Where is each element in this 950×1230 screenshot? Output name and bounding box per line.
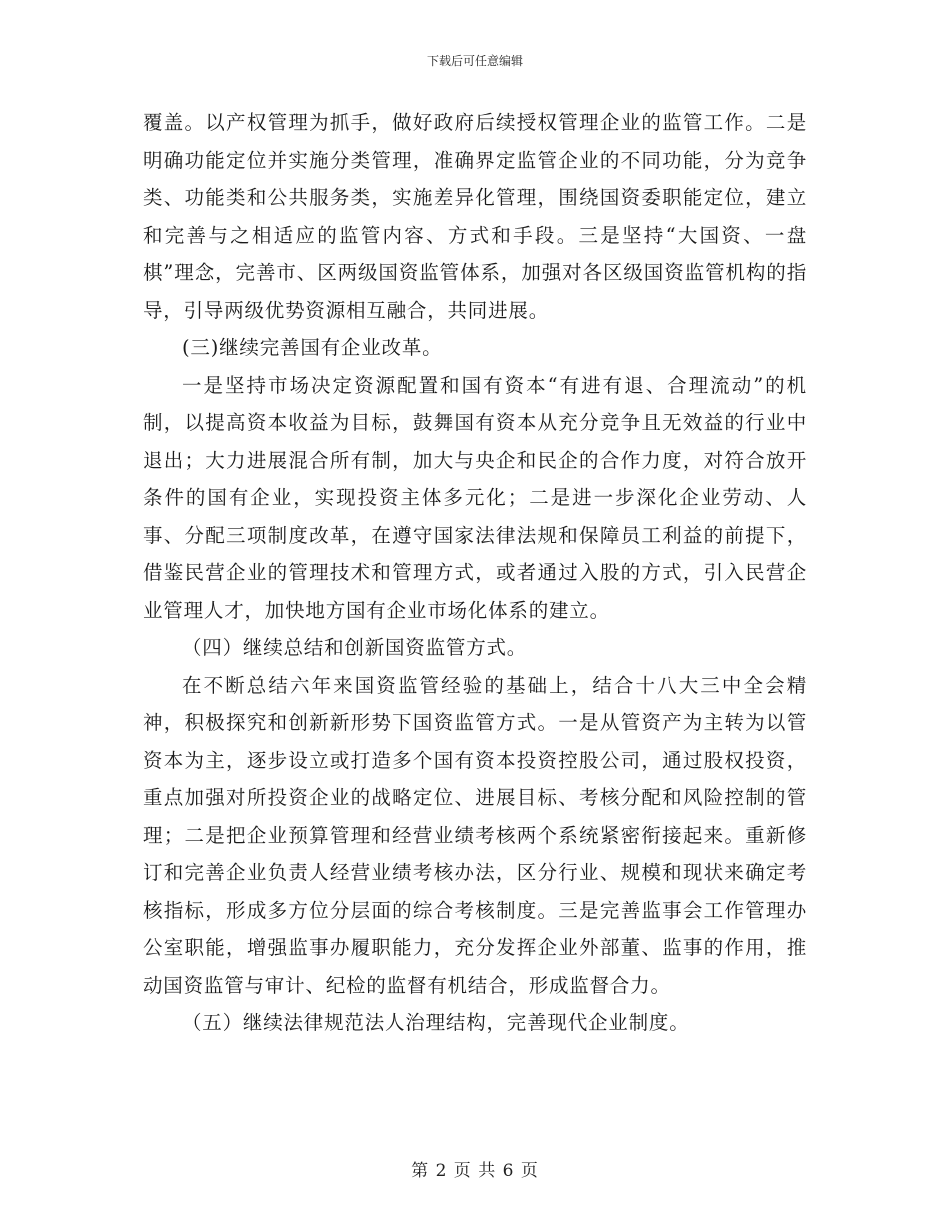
page-number: 第 2 页 共 6 页 [411,1161,539,1181]
paragraph: 一是坚持市场决定资源配置和国有资本“有进有退、合理流动”的机制，以提高资本收益为目标，鼓舞国有资本从充分竞争且无效益的行业中退出；大力进展混合所有制，加大与央企和民企的合作力度，对符合放开条件的国有企业，实现投资主体多元化；二是进一步深化企业劳动、人事、分配三项制度改革，在遵守国家法律法规和保障员工利益的前提下，借鉴民营企业的管理技术和管理方式，或者通过入股的方式，引入民营企业管理人才，加快地方国有企业市场化体系的建立。 [143,373,807,622]
document-body [143,104,807,1042]
paragraph: 覆盖。以产权管理为抓手，做好政府后续授权管理企业的监管工作。二是明确功能定位并实施分类管理，准确界定监管企业的不同功能，分为竞争类、功能类和公共服务类，实施差异化管理，围绕国资委职能定位，建立和完善与之相适应的监管内容、方式和手段。三是坚持“大国资、一盘棋”理念，完善市、区两级国资监管体系，加强对各区级国资监管机构的指导，引导两级优势资源相互融合，共同进展。 [143,111,807,322]
section-heading: （五）继续法律规范法人治理结构，完善现代企业制度。 [182,1011,690,1034]
section-heading: （四）继续总结和创新国资监管方式。 [182,636,528,659]
paragraph: 在不断总结六年来国资监管经验的基础上，结合十八大三中全会精神，积极探究和创新新形势下国资监管方式。一是从管资产为主转为以管资本为主，逐步设立或打造多个国有资本投资控股公司，通过股权投资，重点加强对所投资企业的战略定位、进展目标、考核分配和风险控制的管理；二是把企业预算管理和经营业绩考核两个系统紧密衔接起来。重新修订和完善企业负责人经营业绩考核办法，区分行业、规模和现状来确定考核指标，形成多方位分层面的综合考核制度。三是完善监事会工作管理办公室职能，增强监事办履职能力，充分发挥企业外部董、监事的作用，推动国资监管与审计、纪检的监督有机结合，形成监督合力。 [143,673,807,997]
page-header: 下载后可任意编辑 [426,54,523,68]
section-heading: (三)继续完善国有企业改革。 [182,336,443,359]
